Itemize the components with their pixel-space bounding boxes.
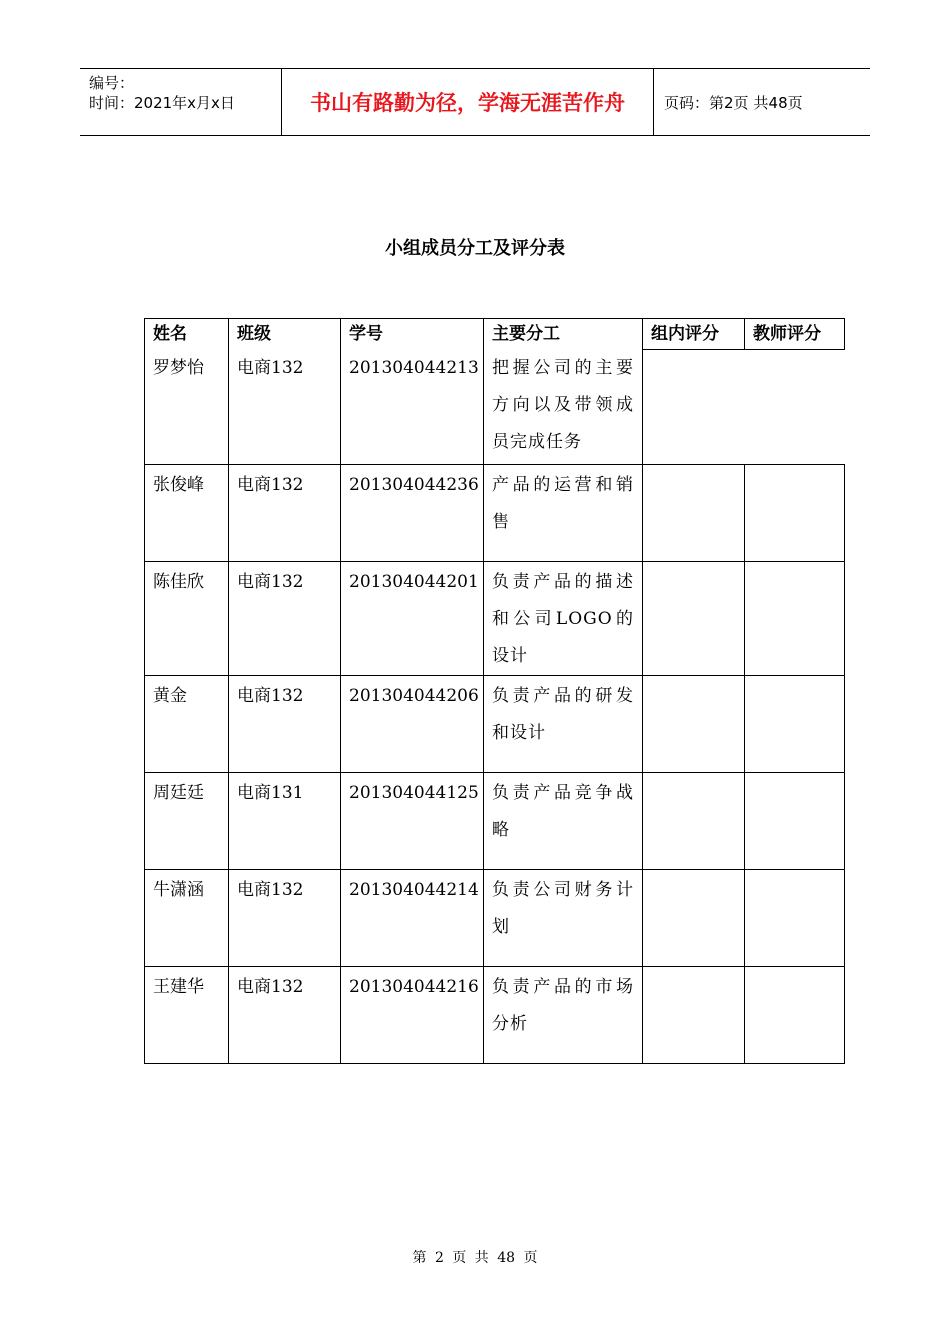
cell-teacher-score [745,773,845,870]
cell-duty: 负责公司财务计划 [484,870,643,967]
cell-class: 电商132 [229,967,341,1064]
cell-class: 电商131 [229,773,341,870]
cell-student-id: 201304044206 [341,676,484,773]
table-row [145,676,845,773]
cell-name: 黄金 [145,676,229,773]
cell-group-score [643,870,745,967]
cell-duty: 把握公司的主要方向以及带领成员完成任务 [484,350,643,465]
cell-student-id: 201304044213 [341,350,484,465]
table-row [145,870,845,967]
table-header-row [145,319,845,350]
cell-group-score [643,773,745,870]
cell-duty: 负责产品的市场分析 [484,967,643,1064]
table-row [145,350,845,465]
cell-student-id: 201304044216 [341,967,484,1064]
header-group-score: 组内评分 [643,319,745,350]
cell-teacher-score [745,465,845,562]
header-motto: 书山有路勤为径，学海无涯苦作舟 [281,69,654,135]
cell-class: 电商132 [229,676,341,773]
page-title: 小组成员分工及评分表 [385,238,565,259]
header-page-info [654,69,870,135]
cell-class: 电商132 [229,465,341,562]
header-page-label: 页码：第2页 [664,93,749,112]
header-class: 班级 [229,319,341,350]
cell-class: 电商132 [229,350,341,465]
cell-teacher-score [745,562,845,676]
cell-duty: 负责产品的研发和设计 [484,676,643,773]
cell-duty: 产品的运营和销售 [484,465,643,562]
cell-class: 电商132 [229,562,341,676]
cell-group-score [643,676,745,773]
page-header [80,68,870,136]
cell-teacher-score [745,967,845,1064]
document-number-label: 编号： [89,74,135,92]
cell-name: 周廷廷 [145,773,229,870]
cell-name: 陈佳欣 [145,562,229,676]
document-time-label: 时间：2021年x月x日 [89,94,235,112]
cell-group-score [643,562,745,676]
header-name: 姓名 [145,319,229,350]
cell-student-id: 201304044201 [341,562,484,676]
cell-group-score [643,967,745,1064]
cell-student-id: 201304044214 [341,870,484,967]
page-footer: 第 2 页 共 48 页 [412,1250,538,1266]
header-total-label: 共48页 [753,93,803,112]
table-row [145,465,845,562]
cell-student-id: 201304044125 [341,773,484,870]
header-student-id: 学号 [341,319,484,350]
cell-name: 张俊峰 [145,465,229,562]
cell-name: 罗梦怡 [145,350,229,465]
cell-duty: 负责产品竞争战略 [484,773,643,870]
cell-class: 电商132 [229,870,341,967]
cell-teacher-score [745,870,845,967]
header-duty: 主要分工 [484,319,643,350]
table-row [145,967,845,1064]
cell-student-id: 201304044236 [341,465,484,562]
table-row [145,773,845,870]
cell-name: 王建华 [145,967,229,1064]
header-teacher-score: 教师评分 [745,319,845,350]
cell-duty: 负责产品的描述和公司LOGO的设计 [484,562,643,676]
header-meta [80,69,281,135]
cell-name: 牛潇涵 [145,870,229,967]
cell-group-score [643,465,745,562]
member-table [144,318,845,1064]
table-row [145,562,845,676]
cell-teacher-score [745,676,845,773]
